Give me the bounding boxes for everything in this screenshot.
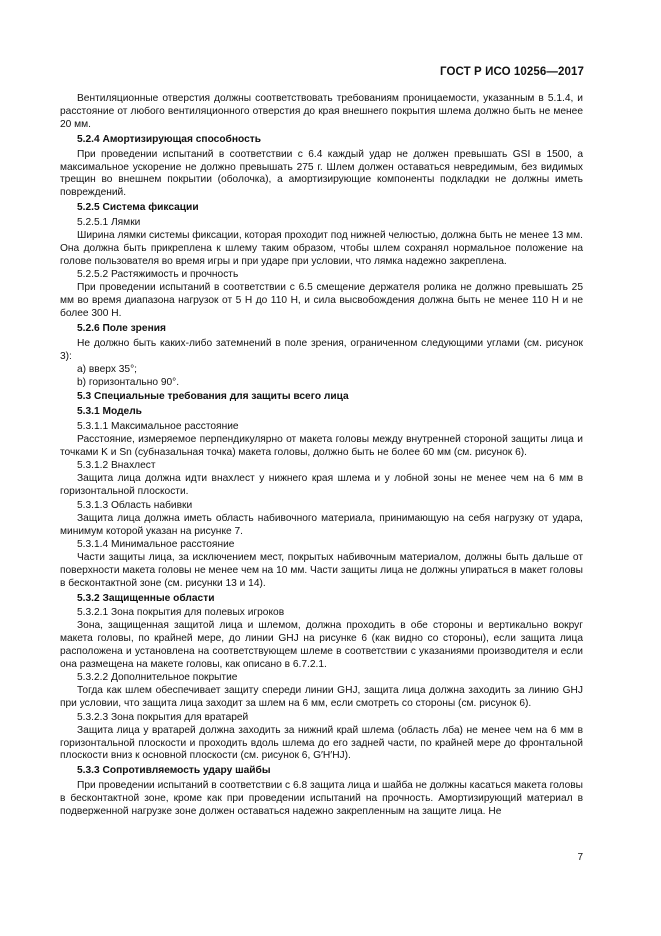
paragraph: Не должно быть каких-либо затемнений в поле зрения, ограниченном следующими углами (см. рисунок 3):	[60, 337, 583, 362]
paragraph: Защита лица у вратарей должна заходить за нижний край шлема (область лба) не менее чем на 6 мм в горизонтальной плоскости и проходить вдоль шлема до его задней части, по крайней мере до фронтальной плоскости вниз к основной плоскости (см. рисунок 6, G′H′HJ).	[60, 724, 583, 762]
paragraph: Расстояние, измеряемое перпендикулярно от макета головы между внутренней стороной защиты лица и точками K и Sn (субназальная точка) макета головы, должно быть не более 60 мм (см. рисунок 6).	[60, 434, 583, 459]
section-heading: 5.2.5 Система фиксации	[77, 202, 199, 214]
subsection-title: 5.3.1.3 Область набивки	[77, 499, 193, 511]
section-heading: 5.3.1 Модель	[77, 406, 142, 418]
subsection-title: 5.3.2.3 Зона покрытия для вратарей	[77, 711, 249, 723]
subsection-title: 5.2.5.1 Лямки	[77, 217, 141, 229]
subsection-title: 5.3.2.1 Зона покрытия для полевых игроков	[77, 607, 285, 619]
list-item: b) горизонтально 90°.	[77, 376, 180, 388]
paragraph: Зона, защищенная защитой лица и шлемом, должна проходить в обе стороны и вертикально вокруг макета головы, по крайней мере, до линии GHJ на рисунке 6 (как видно со стороны), если защита лица расположена и установлена на соответствующем шлеме в соответствии с указаниями производителя и если она размещена на макете головы, как описано в 6.7.2.1.	[60, 620, 583, 671]
section-heading: 5.2.6 Поле зрения	[77, 322, 166, 334]
section-heading: 5.3.3 Сопротивляемость удару шайбы	[77, 765, 271, 777]
section-heading: 5.2.4 Амортизирующая способность	[77, 133, 262, 145]
paragraph: Ширина лямки системы фиксации, которая проходит под нижней челюстью, должна быть не менее 13 мм. Она должна быть прикреплена к шлему таким образом, чтобы шлем сохранял нормальное положение на голове пользователя во время игры и при ударе при условии, что лямка надежно закреплена.	[60, 230, 583, 267]
section-heading: 5.3.2 Защищенные области	[77, 592, 215, 604]
document-header: ГОСТ Р ИСО 10256—2017	[439, 66, 584, 78]
paragraph: Защита лица должна иметь область набивочного материала, принимающую на себя нагрузку от удара, минимум которой указан на рисунке 7.	[60, 512, 583, 537]
subsection-title: 5.3.1.4 Минимальное расстояние	[77, 538, 235, 550]
subsection-title: 5.3.2.2 Дополнительное покрытие	[77, 672, 238, 684]
paragraph: Части защиты лица, за исключением мест, покрытых набивочным материалом, должны быть дальше от поверхности макета головы не менее чем на 10 мм. Части защиты лица не должны упираться в макет головы в бесконтактной зоне (см. рисунки 13 и 14).	[60, 551, 583, 589]
page-number: 7	[577, 852, 583, 863]
paragraph: Защита лица должна идти внахлест у нижнего края шлема и у лобной зоны не менее чем на 6 мм в горизонтальной плоскости.	[60, 473, 583, 498]
paragraph: Тогда как шлем обеспечивает защиту спереди линии GHJ, защита лица должна заходить за линию GHJ при условии, что защита лица заходит за шлем на 6 мм, если смотреть со стороны (см. рисунок 6).	[60, 685, 583, 710]
subsection-title: 5.3.1.2 Внахлест	[77, 460, 156, 472]
document-body	[60, 93, 583, 819]
subsection-title: 5.2.5.2 Растяжимость и прочность	[77, 269, 239, 281]
subsection-title: 5.3.1.1 Максимальное расстояние	[77, 421, 239, 433]
paragraph: При проведении испытаний в соответствии с 6.5 смещение держателя ролика не должно превышать 25 мм во время диапазона нагрузок от 5 Н до 110 Н, и сила высвобождения должна быть не менее 110 Н и не более 300 Н.	[60, 282, 583, 319]
section-heading: 5.3 Специальные требования для защиты всего лица	[77, 391, 349, 403]
paragraph: Вентиляционные отверстия должны соответствовать требованиям проницаемости, указанным в 5.1.4, и расстояние от любого вентиляционного отверстия до края внешнего покрытия шлема должно быть не менее 20 мм.	[60, 93, 583, 130]
paragraph: При проведении испытаний в соответствии с 6.4 каждый удар не должен превышать GSI в 1500, а максимальное ускорение не должно превышать 275 г. Шлем должен оставаться невредимым, без видимых трещин во внешнем покрытии (оболочка), а амортизирующие компоненты подкладки не должны иметь повреждений.	[60, 148, 583, 199]
list-item: a) вверх 35°;	[77, 363, 137, 375]
paragraph: При проведении испытаний в соответствии с 6.8 защита лица и шайба не должны касаться макета головы в бесконтактной зоне, кроме как при проведении испытаний на прочность. Амортизирующий материал в подверженной нагрузке зоне должен оставаться надежно закрепленным на защите лица. Не	[60, 780, 583, 818]
